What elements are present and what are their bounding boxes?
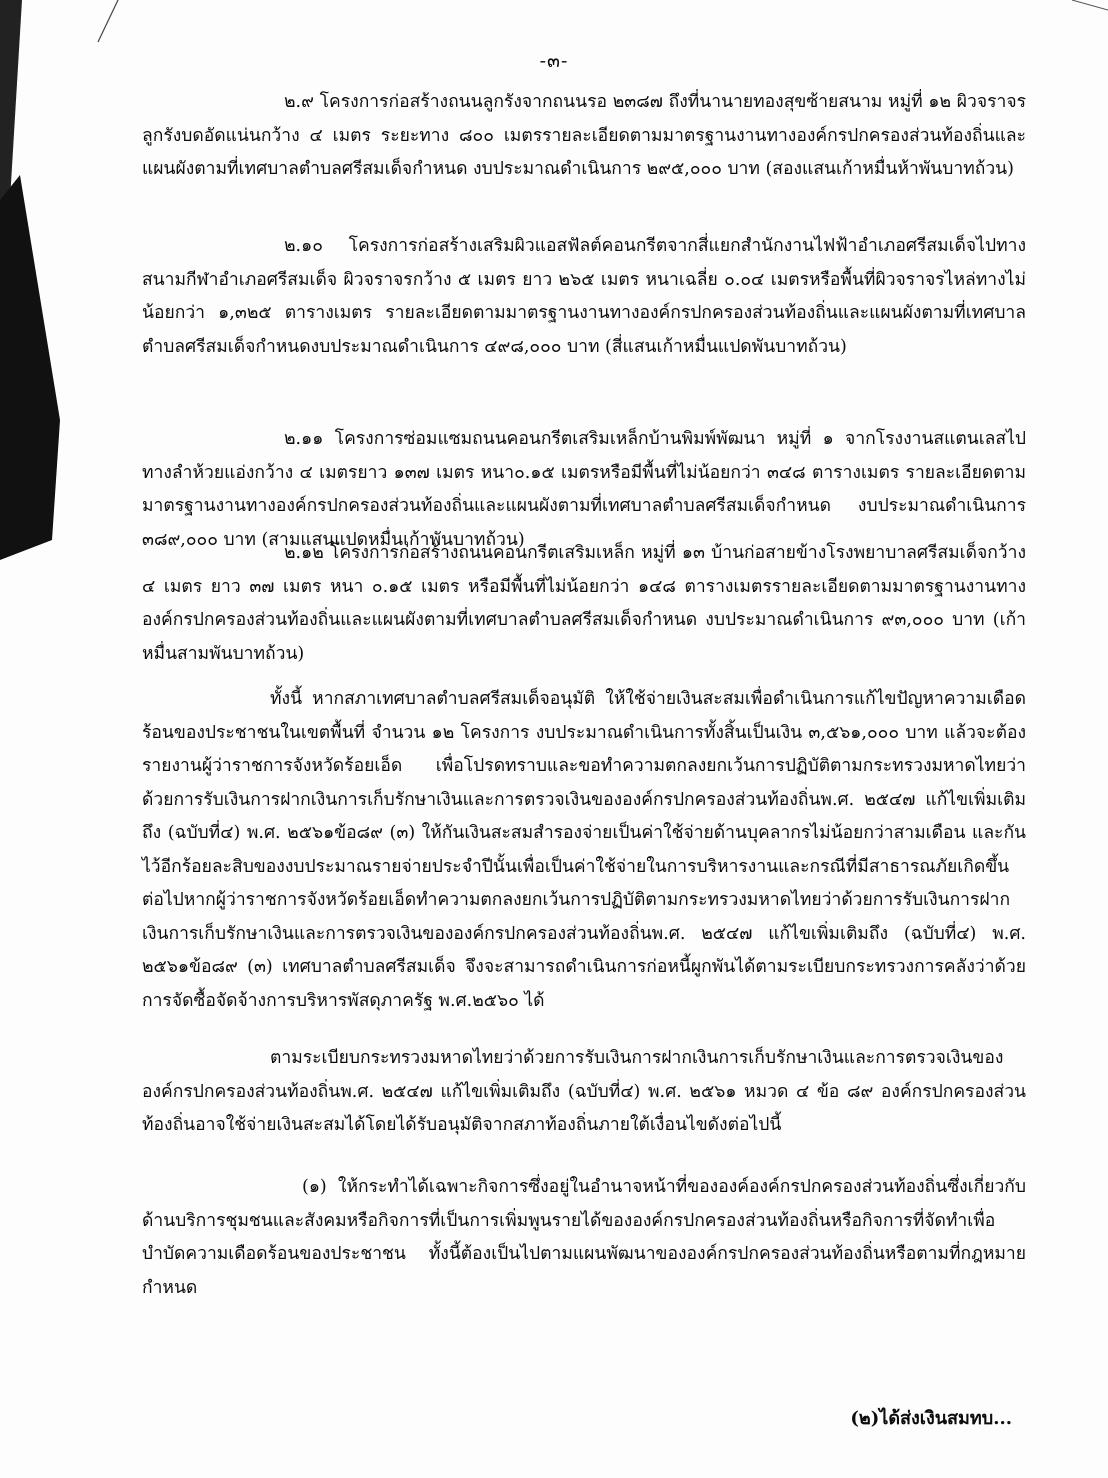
- continuation-note: (๒)ได้ส่งเงินสมทบ...: [850, 1408, 1012, 1429]
- paragraph-item-2-12: ๒.๑๒ โครงการก่อสร้างถนนคอนกรีตเสริมเหล็ก หมู่ที่ ๑๓ บ้านก่อสายข้างโรงพยาบาลศรีสมเด็จกว้าง ๔ เมตร ยาว ๓๗ เมตร หนา ๐.๑๕ เมตร หรือมีพื้นที่ไม่น้อยกว่า ๑๔๘ ตารางเมตรรายละเอียดตามมาตรฐานงานทางองค์กรปกครองส่วนท้องถิ่นและแผนผังตามที่เทศบาลตำบลศรีสมเด็จกำหนด งบประมาณดำเนินการ ๙๓,๐๐๐ บาท (เก้าหมื่นสามพันบาทถ้วน): [142, 543, 1026, 664]
- paragraph-item-2-10: ๒.๑๐ โครงการก่อสร้างเสริมผิวแอสฟัลต์คอนกรีตจากสี่แยกสำนักงานไฟฟ้าอำเภอศรีสมเด็จไปทางสนามกีฬาอำเภอศรีสมเด็จ ผิวจราจรกว้าง ๕ เมตร ยาว ๒๖๕ เมตร หนาเฉลี่ย ๐.๐๔ เมตรหรือพื้นที่ผิวจราจรไหล่ทางไม่น้อยกว่า ๑,๓๒๕ ตารางเมตร รายละเอียดตามมาตรฐานงานทางองค์กรปกครองส่วนท้องถิ่นและแผนผังตามที่เทศบาลตำบลศรีสมเด็จกำหนดงบประมาณดำเนินการ ๔๙๘,๐๐๐ บาท (สี่แสนเก้าหมื่นแปดพันบาทถ้วน): [142, 236, 1026, 357]
- paragraph-approval: ทั้งนี้ หากสภาเทศบาลตำบลศรีสมเด็จอนุมัติ ให้ใช้จ่ายเงินสะสมเพื่อดำเนินการแก้ไขปัญหาความเดือดร้อนของประชาชนในเขตพื้นที่ จำนวน ๑๒ โครงการ งบประมาณดำเนินการทั้งสิ้นเป็นเงิน ๓,๕๖๑,๐๐๐ บาท แล้วจะต้องรายงานผู้ว่าราชการจังหวัดร้อยเอ็ด เพื่อโปรดทราบและขอทำความตกลงยกเว้นการปฏิบัติตามกระทรวงมหาดไทยว่าด้วยการรับเงินการฝากเงินการเก็บรักษาเงินและการตรวจเงินขององค์กรปกครองส่วนท้องถิ่นพ.ศ. ๒๕๔๗ แก้ไขเพิ่มเติมถึง (ฉบับที่๔) พ.ศ. ๒๕๖๑ข้อ๘๙ (๓) ให้กันเงินสะสมสำรองจ่ายเป็นค่าใช้จ่ายด้านบุคลากรไม่น้อยกว่าสามเดือน และกันไว้อีกร้อยละสิบของงบประมาณรายจ่ายประจำปีนั้นเพื่อเป็นค่าใช้จ่ายในการบริหารงานและกรณีที่มีสาธารณภัยเกิดขึ้นต่อไปหากผู้ว่าราชการจังหวัดร้อยเอ็ดทำความตกลงยกเว้นการปฏิบัติตามกระทรวงมหาดไทยว่าด้วยการรับเงินการฝากเงินการเก็บรักษาเงินและการตรวจเงินขององค์กรปกครองส่วนท้องถิ่นพ.ศ. ๒๕๔๗ แก้ไขเพิ่มเติมถึง (ฉบับที่๔) พ.ศ. ๒๕๖๑ข้อ๘๙ (๓) เทศบาลตำบลศรีสมเด็จ จึงจะสามารถดำเนินการก่อหนี้ผูกพันได้ตามระเบียบกระทรวงการคลังว่าด้วยการจัดซื้อจัดจ้างการบริหารพัสดุภาครัฐ พ.ศ.๒๕๖๐ ได้: [142, 689, 1026, 1011]
- paragraph-regulation: ตามระเบียบกระทรวงมหาดไทยว่าด้วยการรับเงินการฝากเงินการเก็บรักษาเงินและการตรวจเงินขององค์กรปกครองส่วนท้องถิ่นพ.ศ. ๒๕๔๗ แก้ไขเพิ่มเติมถึง (ฉบับที่๔) พ.ศ. ๒๕๖๑ หมวด ๔ ข้อ ๘๙ องค์กรปกครองส่วนท้องถิ่นอาจใช้จ่ายเงินสะสมได้โดยได้รับอนุมัติจากสภาท้องถิ่นภายใต้เงื่อนไขดังต่อไปนี้: [142, 1048, 1026, 1135]
- paragraph-condition-1: (๑) ให้กระทำได้เฉพาะกิจการซึ่งอยู่ในอำนาจหน้าที่ขององค์องค์กรปกครองส่วนท้องถิ่นซึ่งเกี่ยวกับด้านบริการชุมชนและสังคมหรือกิจการที่เป็นการเพิ่มพูนรายได้ขององค์กรปกครองส่วนท้องถิ่นหรือกิจการที่จัดทำเพื่อบำบัดความเดือดร้อนของประชาชน ทั้งนี้ต้องเป็นไปตามแผนพัฒนาขององค์กรปกครองส่วนท้องถิ่นหรือตามที่กฎหมายกำหนด: [142, 1177, 1026, 1298]
- page-number: -๓-: [539, 50, 569, 72]
- paragraph-item-2-11: ๒.๑๑ โครงการซ่อมแซมถนนคอนกรีตเสริมเหล็กบ้านพิมพ์พัฒนา หมู่ที่ ๑ จากโรงงานสแตนเลสไปทางลำห้วยแอ่งกว้าง ๔ เมตรยาว ๑๓๗ เมตร หนา๐.๑๕ เมตรหรือมีพื้นที่ไม่น้อยกว่า ๓๔๘ ตารางเมตร รายละเอียดตามมาตรฐานงานทางองค์กรปกครองส่วนท้องถิ่นและแผนผังตามที่เทศบาลตำบลศรีสมเด็จกำหนด งบประมาณดำเนินการ ๓๘๙,๐๐๐ บาท (สามแสนแปดหมื่นเก้าพันบาทถ้วน): [142, 429, 1026, 550]
- paragraph-item-2-9: ๒.๙ โครงการก่อสร้างถนนลูกรังจากถนนรอ ๒๓๘๗ ถึงที่นานายทองสุขซ้ายสนาม หมู่ที่ ๑๒ ผิวจราจรลูกรังบดอัดแน่นกว้าง ๔ เมตร ระยะทาง ๘๐๐ เมตรรายละเอียดตามมาตรฐานงานทางองค์กรปกครองส่วนท้องถิ่นและแผนผังตามที่เทศบาลตำบลศรีสมเด็จกำหนด งบประมาณดำเนินการ ๒๙๕,๐๐๐ บาท (สองแสนเก้าหมื่นห้าพันบาทถ้วน): [142, 92, 1026, 179]
